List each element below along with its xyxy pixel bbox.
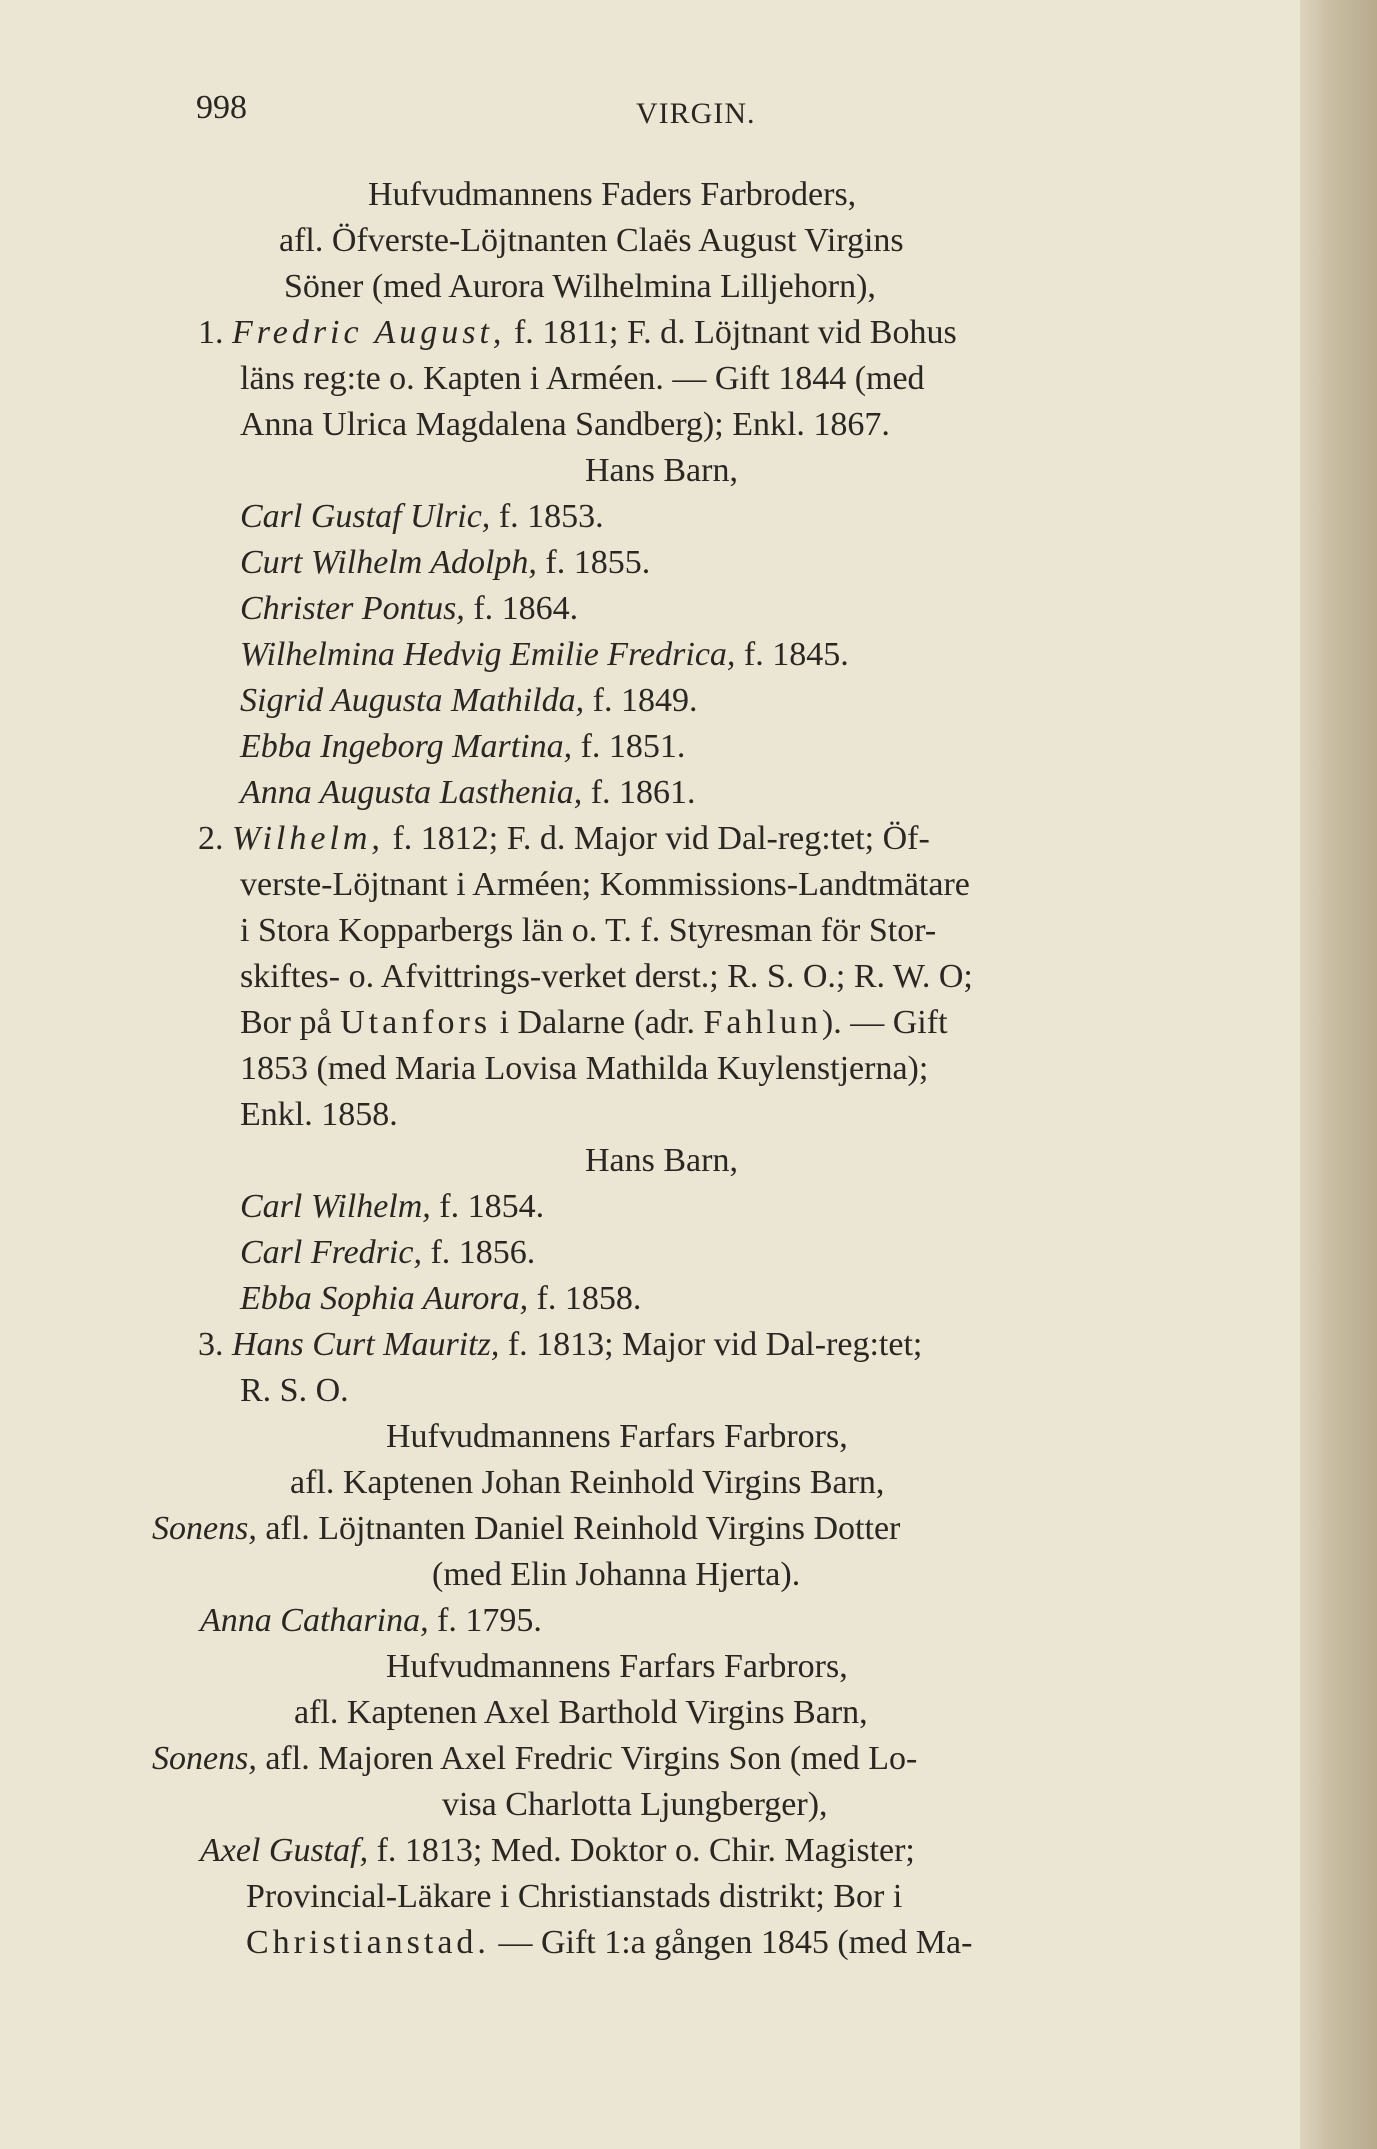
text-line: i Stora Kopparbergs län o. T. f. Styresman för Stor- [240,912,937,949]
entry-line [240,587,578,631]
entry-line [240,1231,535,1275]
entry-text: f. 1855. [536,544,651,581]
person-name: Fredric August, [232,314,506,351]
book-gutter [1300,0,1377,2149]
entry-line [152,1507,900,1551]
place-name: Utanfors [340,1004,492,1041]
entry-line [200,1599,542,1643]
entry-text: Bor på [240,1004,341,1041]
entry-line [198,311,957,355]
entry-text: f. 1856. [421,1234,536,1271]
running-title: VIRGIN. [636,97,756,130]
entry-text: f. 1858. [528,1280,642,1317]
entry-text: afl. Löjtnanten Daniel Reinhold Virgins Dotter [256,1510,901,1547]
entry-text: f. 1812; F. d. Major vid Dal-reg:tet; Öf- [383,820,930,857]
entry-text: — Gift 1:a gången 1845 (med Ma- [489,1924,973,1961]
entry-line [240,495,604,539]
entry-line [152,1737,917,1781]
entry-number: 1. [198,314,224,351]
text-line: skiftes- o. Afvittrings-verket derst.; R. S. O.; R. W. O; [240,958,973,995]
entry-text: f. 1853. [490,498,604,535]
text-line: afl. Öfverste-Löjtnanten Claës August Virgins [279,222,904,259]
person-name: Ebba Sophia Aurora, [240,1280,529,1317]
text-line: Hans Barn, [585,452,738,489]
entry-text: f. 1864. [464,590,579,627]
person-name: Anna Augusta Lasthenia, [240,774,583,811]
place-name: Christianstad. [246,1924,490,1961]
text-line: 1853 (med Maria Lovisa Mathilda Kuylenstjerna); [240,1050,929,1087]
person-name: Carl Fredric, [240,1234,422,1271]
text-line: visa Charlotta Ljungberger), [442,1786,828,1823]
entry-text: f. 1854. [430,1188,545,1225]
entry-text: f. 1861. [582,774,696,811]
entry-text: ). — Gift [821,1004,948,1041]
entry-line [240,679,697,723]
entry-text: f. 1849. [584,682,698,719]
text-line: R. S. O. [240,1372,349,1409]
entry-line [240,1185,544,1229]
text-line: Anna Ulrica Magdalena Sandberg); Enkl. 1867. [240,406,890,443]
person-name: Carl Wilhelm, [240,1188,431,1225]
entry-line [246,1921,972,1965]
place-name: Fahlun [703,1004,822,1041]
entry-text: f. 1813; Med. Doktor o. Chir. Magister; [368,1832,915,1869]
text-line: Hufvudmannens Farfars Farbrors, [386,1418,848,1455]
text-line: afl. Kaptenen Johan Reinhold Virgins Barn, [290,1464,885,1501]
text-line: Hufvudmannens Farfars Farbrors, [386,1648,848,1685]
text-line: läns reg:te o. Kapten i Arméen. — Gift 1844 (med [240,360,925,397]
text-line: Provincial-Läkare i Christianstads distrikt; Bor i [246,1878,903,1915]
text-line: (med Elin Johanna Hjerta). [432,1556,801,1593]
entry-text: f. 1811; F. d. Löjtnant vid Bohus [505,314,957,351]
person-name: Sonens, [152,1740,257,1777]
entry-text: afl. Majoren Axel Fredric Virgins Son (med Lo- [256,1740,918,1777]
person-name: Christer Pontus, [240,590,465,627]
entry-line [198,817,930,861]
person-name: Ebba Ingeborg Martina, [240,728,573,765]
entry-line [240,1277,641,1321]
entry-line [240,1001,948,1045]
entry-line [240,725,685,769]
entry-text: f. 1813; Major vid Dal-reg:tet; [499,1326,923,1363]
entry-line [240,771,696,815]
text-line: Söner (med Aurora Wilhelmina Lilljehorn), [284,268,876,305]
page-number: 998 [196,89,247,126]
person-name: Sigrid Augusta Mathilda, [240,682,585,719]
person-name: Hans Curt Mauritz, [232,1326,500,1363]
entry-line [200,1829,915,1873]
text-line: Enkl. 1858. [240,1096,398,1133]
text-line: Hufvudmannens Faders Farbroders, [368,176,857,213]
person-name: Axel Gustaf, [200,1832,369,1869]
text-line: Hans Barn, [585,1142,738,1179]
person-name: Wilhelmina Hedvig Emilie Fredrica, [240,636,736,673]
entry-text: f. 1851. [572,728,686,765]
person-name: Curt Wilhelm Adolph, [240,544,537,581]
text-line: afl. Kaptenen Axel Barthold Virgins Barn, [294,1694,868,1731]
entry-text: f. 1845. [735,636,849,673]
entry-text: f. 1795. [428,1602,542,1639]
entry-text: i Dalarne (adr. [491,1004,704,1041]
text-line: verste-Löjtnant i Arméen; Kommissions-Landtmätare [240,866,970,903]
person-name: Wilhelm, [232,820,384,857]
entry-number: 3. [198,1326,224,1363]
entry-line [240,633,849,677]
person-name: Sonens, [152,1510,257,1547]
entry-line [240,541,650,585]
entry-line [198,1323,922,1367]
person-name: Carl Gustaf Ulric, [240,498,491,535]
entry-number: 2. [198,820,224,857]
person-name: Anna Catharina, [200,1602,429,1639]
